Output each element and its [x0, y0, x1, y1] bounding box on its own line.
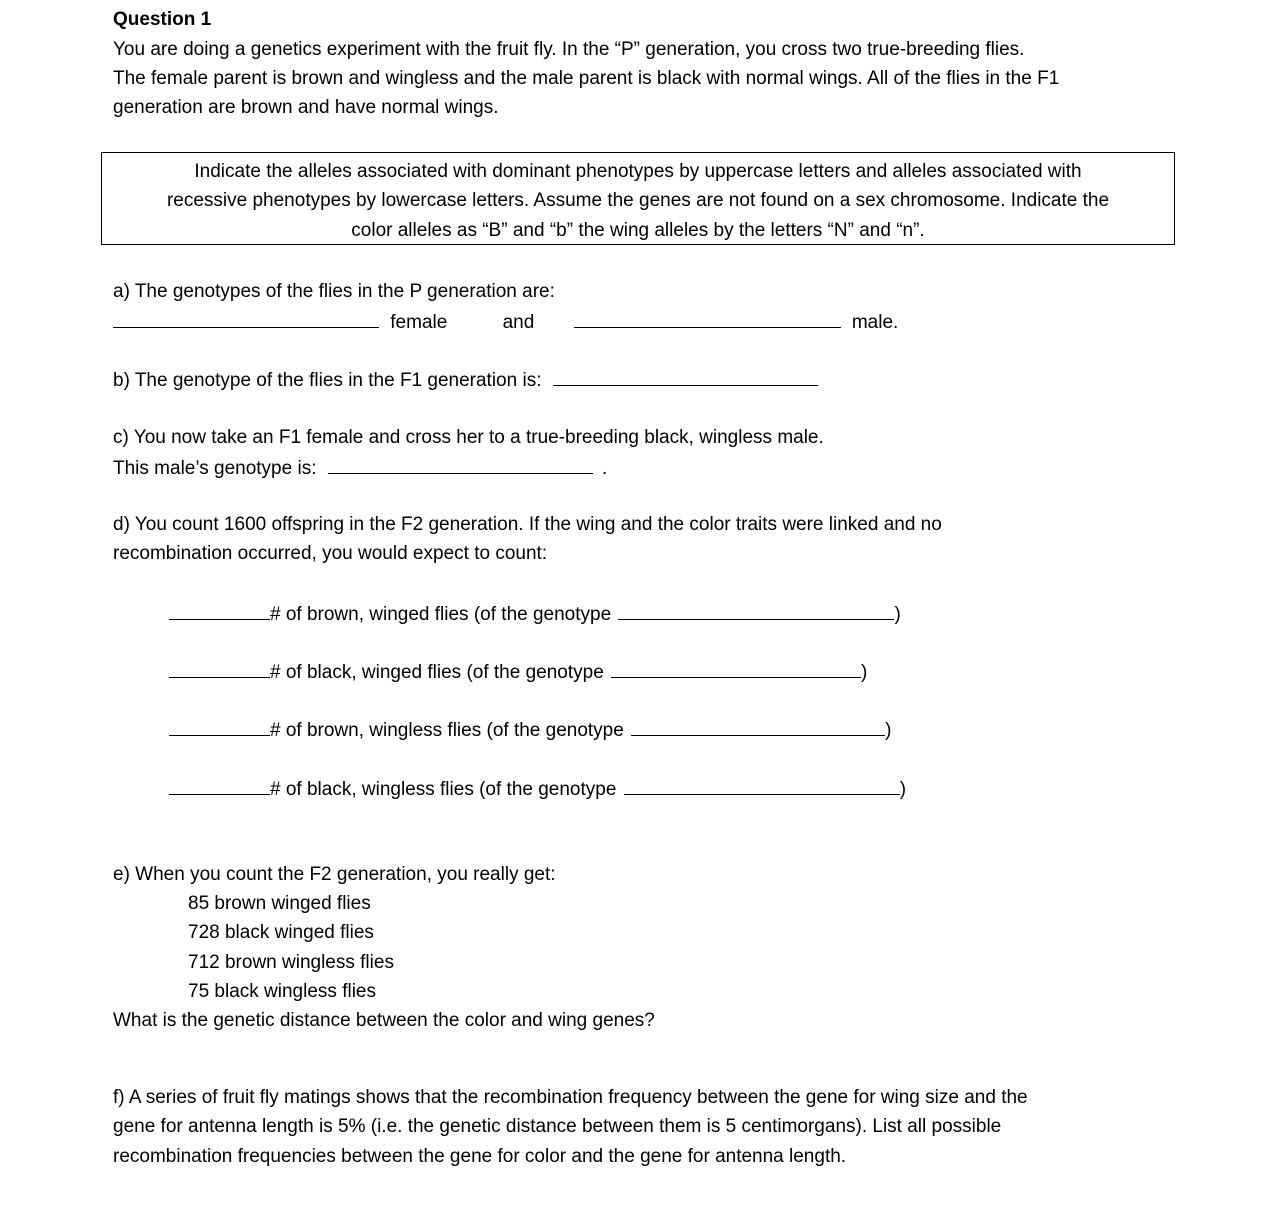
row-label: # of brown, winged flies (of the genotype [270, 604, 612, 625]
instructions-box [101, 152, 1175, 245]
genotype-blank[interactable] [611, 659, 861, 678]
expected-row [169, 601, 901, 627]
count-blank[interactable] [169, 776, 270, 795]
f1-genotype-blank[interactable] [553, 367, 818, 386]
question-c-line: c) You now take an F1 female and cross her to a true-breeding black, wingless male. [113, 427, 824, 448]
and-label: and [502, 312, 535, 333]
question-b-row [113, 367, 818, 393]
male-genotype-blank[interactable] [574, 309, 841, 328]
instruction-line: color alleles as “B” and “b” the wing alleles by the letters “N” and “n”. [351, 220, 925, 241]
period: . [602, 458, 608, 479]
female-label: female [390, 312, 448, 333]
close-paren: ) [885, 720, 892, 741]
expected-row [169, 717, 891, 743]
count-item: 728 black winged flies [188, 922, 374, 943]
expected-row [169, 776, 906, 802]
intro-line: You are doing a genetics experiment with the fruit fly. In the “P” generation, you cross two true-breeding flies. [113, 39, 1025, 60]
row-label: # of brown, wingless flies (of the genotype [270, 720, 624, 741]
question-e-question: What is the genetic distance between the color and wing genes? [113, 1010, 655, 1031]
count-blank[interactable] [169, 601, 270, 620]
count-item: 85 brown winged flies [188, 893, 371, 914]
close-paren: ) [894, 604, 901, 625]
question-c-row [113, 455, 607, 481]
question-f-line: f) A series of fruit fly matings shows that the recombination frequency between the gene for wing size and the [113, 1087, 1028, 1108]
question-c-prompt: This male’s genotype is: [113, 458, 317, 479]
question-a-prompt: a) The genotypes of the flies in the P generation are: [113, 281, 555, 302]
genotype-blank[interactable] [618, 601, 894, 620]
question-a-answer-row [113, 309, 898, 335]
expected-row [169, 659, 867, 685]
question-d-line: recombination occurred, you would expect to count: [113, 543, 548, 564]
close-paren: ) [861, 662, 868, 683]
question-b-prompt: b) The genotype of the flies in the F1 generation is: [113, 370, 542, 391]
question-d-line: d) You count 1600 offspring in the F2 generation. If the wing and the color traits were linked and no [113, 514, 942, 535]
intro-line: The female parent is brown and wingless and the male parent is black with normal wings. All of the flies in the F1 [113, 68, 1060, 89]
count-item: 712 brown wingless flies [188, 952, 394, 973]
question-f-line: recombination frequencies between the gene for color and the gene for antenna length. [113, 1146, 847, 1167]
row-label: # of black, winged flies (of the genotype [270, 662, 604, 683]
count-blank[interactable] [169, 717, 270, 736]
question-title: Question 1 [113, 9, 212, 30]
genotype-blank[interactable] [624, 776, 900, 795]
close-paren: ) [899, 779, 907, 800]
female-genotype-blank[interactable] [113, 309, 379, 328]
count-item: 75 black wingless flies [188, 981, 376, 1002]
male-label: male. [851, 312, 899, 333]
row-label: # of black, wingless flies (of the genotype [270, 779, 617, 800]
count-blank[interactable] [169, 659, 270, 678]
intro-line: generation are brown and have normal wings. [113, 97, 499, 118]
genotype-blank[interactable] [631, 717, 885, 736]
instruction-line: recessive phenotypes by lowercase letters. Assume the genes are not found on a sex chromosome. Indicate the [166, 190, 1110, 211]
male-genotype-blank-c[interactable] [328, 455, 593, 474]
question-e-prompt: e) When you count the F2 generation, you really get: [113, 864, 556, 885]
instruction-line: Indicate the alleles associated with dominant phenotypes by uppercase letters and alleles associated with [194, 161, 1082, 182]
question-f-line: gene for antenna length is 5% (i.e. the genetic distance between them is 5 centimorgans). List all possible [113, 1116, 1002, 1137]
